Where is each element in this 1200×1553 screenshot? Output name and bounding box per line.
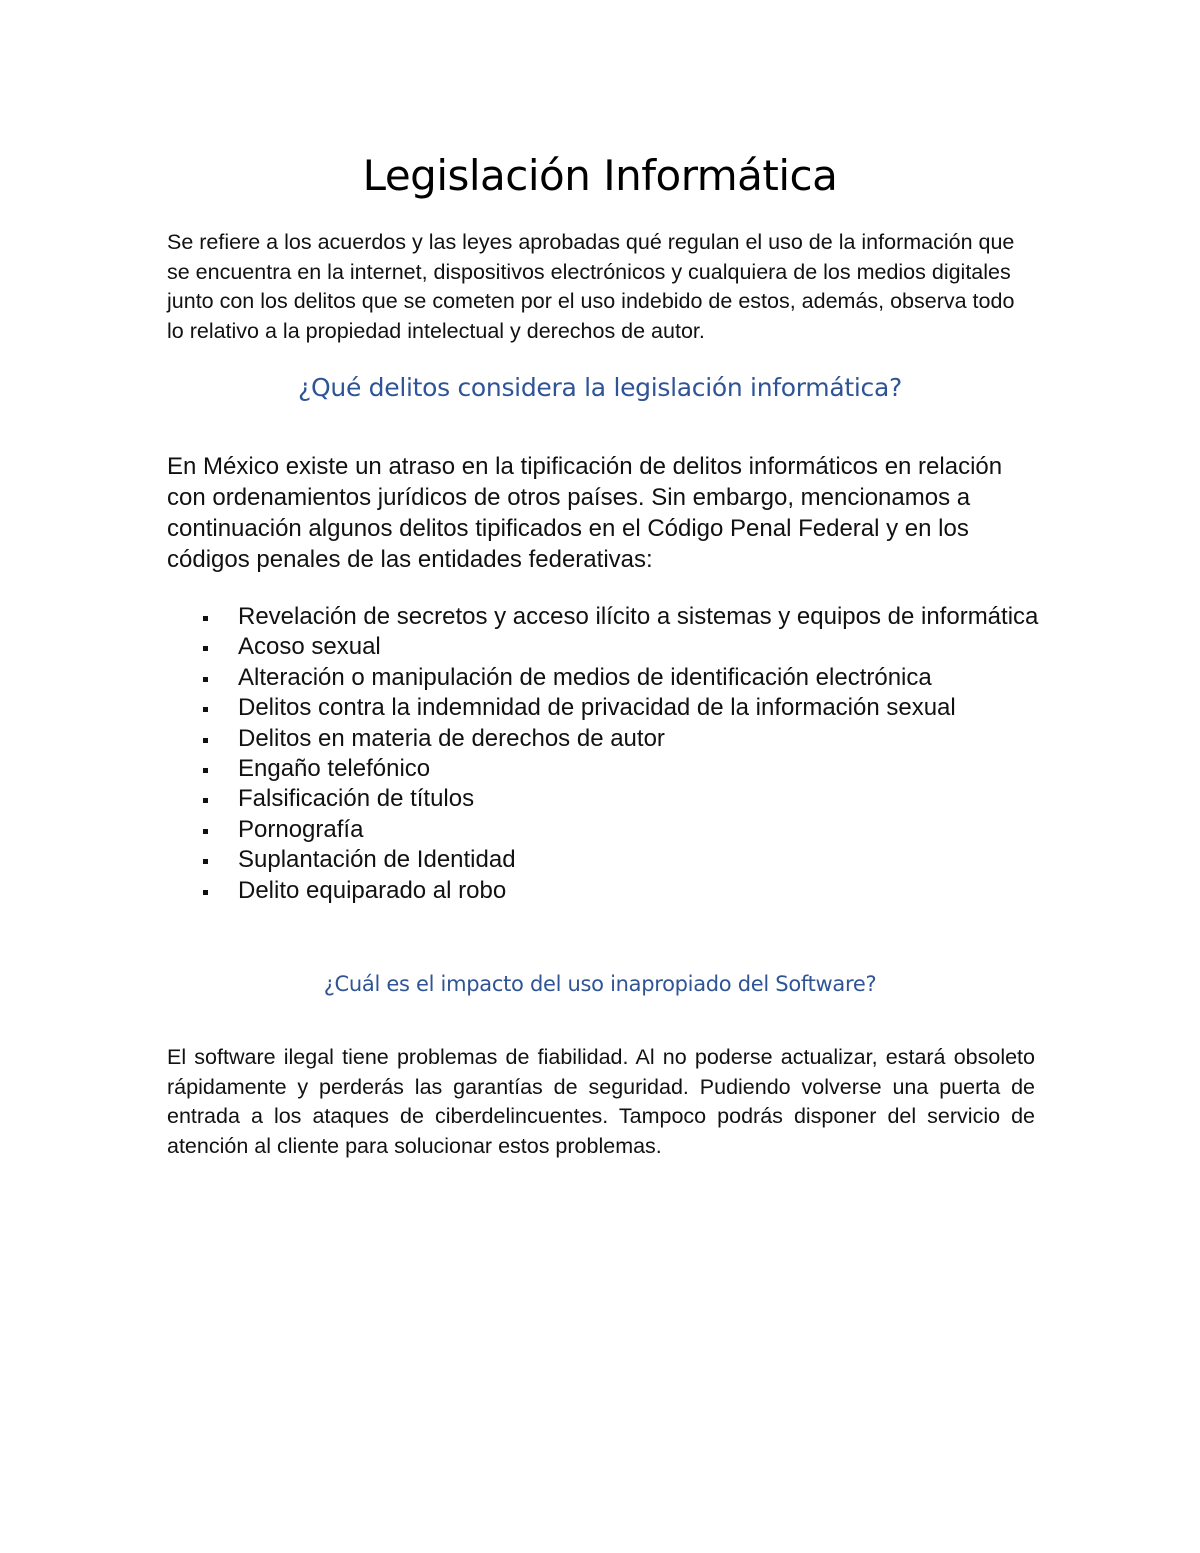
list-item: Revelación de secretos y acceso ilícito a sistemas y equipos de informática xyxy=(167,602,1047,632)
list-item: Delito equiparado al robo xyxy=(167,876,1047,906)
mexico-paragraph: En México existe un atraso en la tipificación de delitos informáticos en relación con ordenamientos jurídicos de otros países. Sin embargo, mencionamos a continuación algunos delitos tipificados en el Código Penal Federal y en los códigos penales de las entidades federativas: xyxy=(167,453,1003,573)
page-title: Legislación Informática xyxy=(362,151,838,200)
list-item: Suplantación de Identidad xyxy=(167,845,1047,875)
crime-list xyxy=(167,602,1047,906)
section-heading-software: ¿Cuál es el impacto del uso inapropiado del Software? xyxy=(323,972,877,996)
section-heading-crimes: ¿Qué delitos considera la legislación informática? xyxy=(298,373,902,402)
list-item: Delitos en materia de derechos de autor xyxy=(167,724,1047,754)
list-item: Engaño telefónico xyxy=(167,754,1047,784)
list-item: Acoso sexual xyxy=(167,632,1047,662)
list-item: Delitos contra la indemnidad de privacidad de la información sexual xyxy=(167,693,1047,723)
software-paragraph: El software ilegal tiene problemas de fiabilidad. Al no poderse actualizar, estará obsoleto rápidamente y perderás las garantías de seguridad. Pudiendo volverse una puerta de entrada a los ataques de ciberdelincuentes. Tampoco podrás disponer del servicio de atención al cliente para solucionar estos problemas. xyxy=(167,1045,1035,1158)
list-item: Pornografía xyxy=(167,815,1047,845)
list-item: Falsificación de títulos xyxy=(167,784,1047,814)
list-item: Alteración o manipulación de medios de identificación electrónica xyxy=(167,663,1047,693)
intro-paragraph: Se refiere a los acuerdos y las leyes aprobadas qué regulan el uso de la información que se encuentra en la internet, dispositivos electrónicos y cualquiera de los medios digitales junto con los delitos que se cometen por el uso indebido de estos, además, observa todo lo relativo a la propiedad intelectual y derechos de autor. xyxy=(167,230,1015,343)
